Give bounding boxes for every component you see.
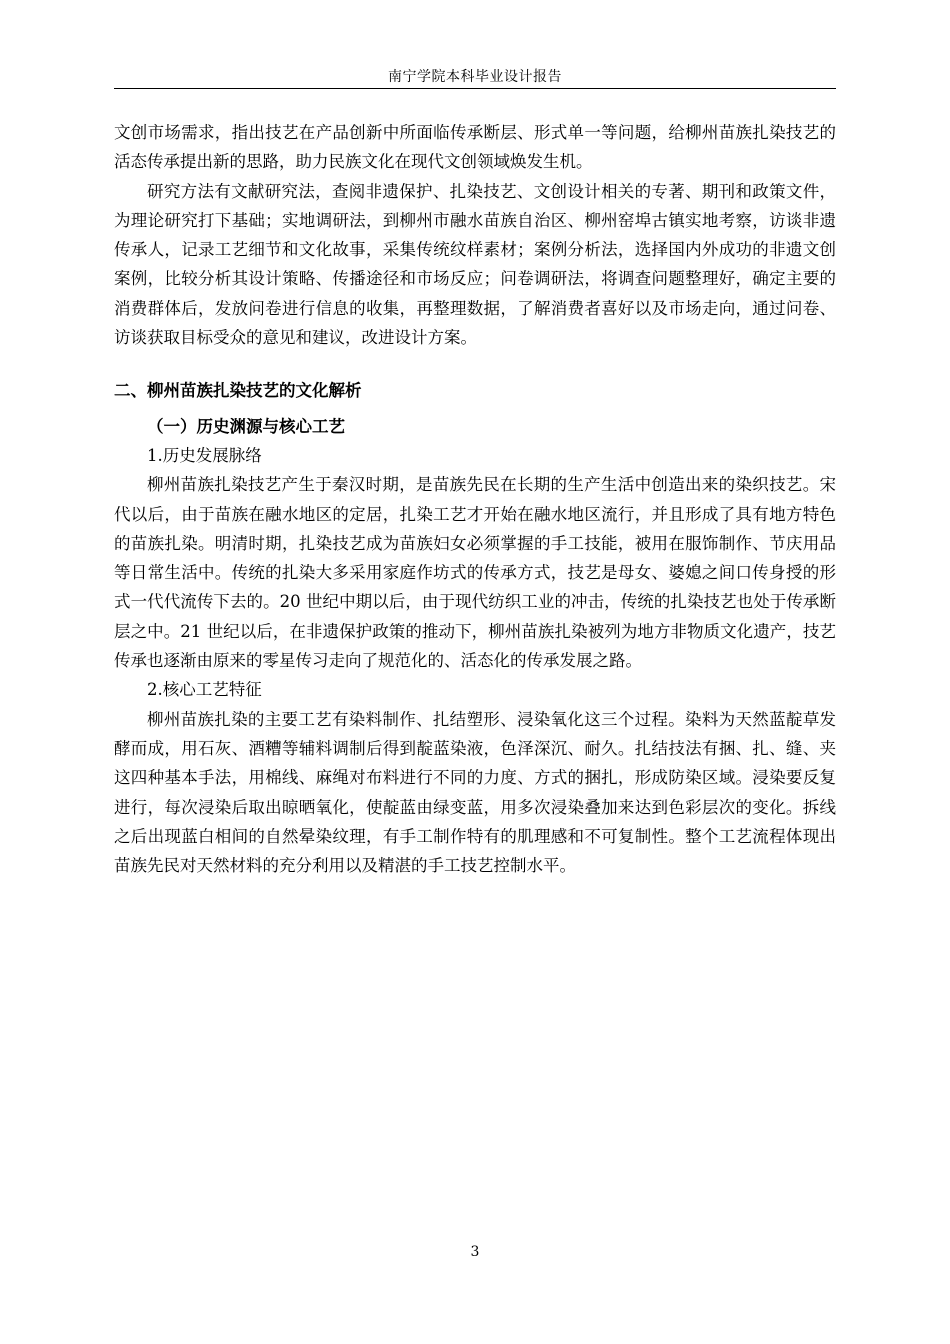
item-title: 1.历史发展脉络 [147, 445, 262, 465]
page-body [114, 118, 836, 880]
section-heading: 二、柳州苗族扎染技艺的文化解析 [114, 381, 362, 401]
item-title: 2.核心工艺特征 [147, 680, 262, 700]
paragraph: 文创市场需求，指出技艺在产品创新中所面临传承断层、形式单一等问题，给柳州苗族扎染技艺的活态传承提出新的思路，助力民族文化在现代文创领域焕发生机。 [114, 123, 836, 172]
page-number: 3 [470, 1244, 480, 1260]
paragraph: 柳州苗族扎染技艺产生于秦汉时期，是苗族先民在长期的生产生活中创造出来的染织技艺。宋代以后，由于苗族在融水地区的定居，扎染工艺才开始在融水地区流行，并且形成了具有地方特色的苗族扎染。明清时期，扎染技艺成为苗族妇女必须掌握的手工技能，被用在服饰制作、节庆用品等日常生活中。传统的扎染大多采用家庭作坊式的传承方式，技艺是母女、婆媳之间口传身授的形式一代代流传下去的。20 世纪中期以后，由于现代纺织工业的冲击，传统的扎染技艺也处于传承断层之中。21 世纪以后，在非遗保护政策的推动下，柳州苗族扎染被列为地方非物质文化遗产，技艺传承也逐渐由原来的零星传习走向了规范化的、活态化的传承发展之路。 [114, 475, 836, 671]
spacer [114, 352, 836, 376]
header-rule [114, 88, 836, 89]
subsection-heading: （一）历史渊源与核心工艺 [147, 416, 345, 436]
paragraph: 柳州苗族扎染的主要工艺有染料制作、扎结塑形、浸染氧化这三个过程。染料为天然蓝靛草发酵而成，用石灰、酒糟等辅料调制后得到靛蓝染液，色泽深沉、耐久。扎结技法有捆、扎、缝、夹这四种基本手法，用棉线、麻绳对布料进行不同的力度、方式的捆扎，形成防染区域。浸染要反复进行，每次浸染后取出晾晒氧化，使靛蓝由绿变蓝，用多次浸染叠加来达到色彩层次的变化。拆线之后出现蓝白相间的自然晕染纹理，有手工制作特有的肌理感和不可复制性。整个工艺流程体现出苗族先民对天然材料的充分利用以及精湛的手工技艺控制水平。 [114, 709, 836, 876]
running-header: 南宁学院本科毕业设计报告 [388, 69, 562, 85]
paragraph: 研究方法有文献研究法，查阅非遗保护、扎染技艺、文创设计相关的专著、期刊和政策文件，为理论研究打下基础；实地调研法，到柳州市融水苗族自治区、柳州窑埠古镇实地考察，访谈非遗传承人，记录工艺细节和文化故事，采集传统纹样素材；案例分析法，选择国内外成功的非遗文创案例，比较分析其设计策略、传播途径和市场反应；问卷调研法，将调查问题整理好，确定主要的消费群体后，发放问卷进行信息的收集，再整理数据，了解消费者喜好以及市场走向，通过问卷、访谈获取目标受众的意见和建议，改进设计方案。 [114, 181, 836, 348]
